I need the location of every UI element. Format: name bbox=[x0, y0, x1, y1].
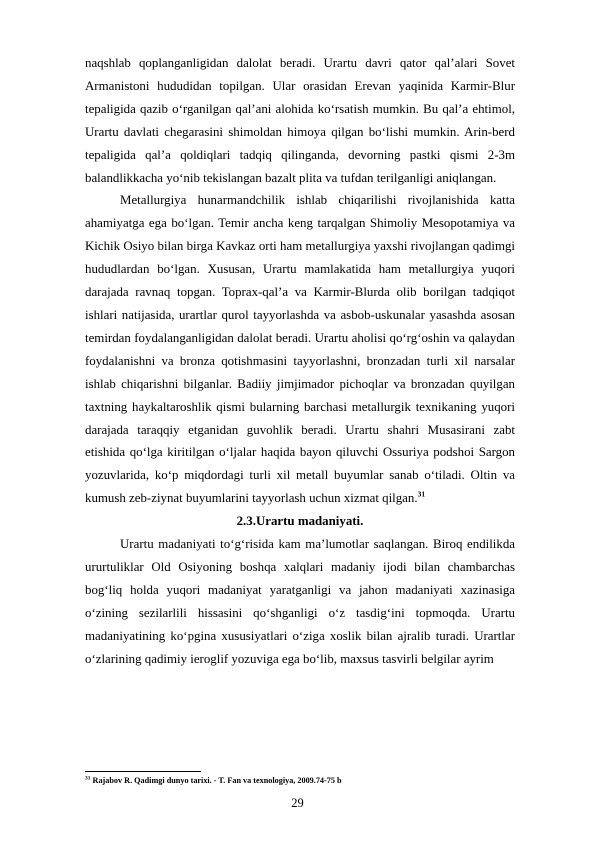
page-number: 29 bbox=[291, 796, 304, 810]
footnote bbox=[85, 775, 515, 786]
footnote-text: Rajabov R. Qadimgi dunyo tarixi. - T. Fan va texnologiya, 2009.74-75 b bbox=[92, 776, 342, 785]
paragraph-metallurgy-text: Metallurgiya hunarmandchilik ishlab chiqarilishi rivojlanishida katta ahamiyatga ega bo‘lgan. Temir ancha keng tarqalgan Shimoliy Mesopotamiya va Kichik Osiyo bilan birga Kavkaz orti ham metallurgiya yaxshi rivojlangan qadimgi hududlardan bo‘lgan. Xususan, Urartu mamlakatida ham metallurgiya yuqori darajada ravnaq topgan. Toprax-qal’a va Karmir-Blurda olib borilgan tadqiqot ishlari natijasida, urartlar qurol tayyorlashda va asbob-uskunalar yasashda asosan temirdan foydalanganligidan dalolat beradi. Urartu aholisi qo‘rg‘oshin va qalaydan foydalanishni va bronza qotishmasini tayyorlashni, bronzadan turli xil narsalar ishlab chiqarishni bilganlar. Badiiy jimjimador pichoqlar va bronzadan quyilgan taxtning haykaltaroshlik qismi bularning barchasi metallurgik texnikaning yuqori darajada taraqqiy etganidan guvohlik beradi. Urartu shahri Musasirani zabt etishida qo‘lga kiritilgan o‘ljalar haqida bayon qiluvchi Ossuriya podshoi Sargon yozuvlarida, ko‘p miqdordagi turli xil metall buyumlar sanab o‘tiladi. Oltin va kumush zeb-ziynat buyumlarini tayyorlash uchun xizmat qilgan. bbox=[85, 193, 515, 506]
section-heading: 2.3.Urartu madaniyati. bbox=[236, 514, 364, 529]
footnote-reference[interactable]: 31 bbox=[417, 489, 426, 499]
paragraph-fortresses: naqshlab qoplanganligidan dalolat beradi. Urartu davri qator qal’alari Sovet Armanistoni hududidan topilgan. Ular orasidan Erevan yaqinida Karmir-Blur tepaligida qazib o‘rganilgan qal’ani alohida ko‘rsatish mumkin. Bu qal’a ehtimol, Urartu davlati chegarasini shimoldan himoya qilgan bo‘lishi mumkin. Arin-berd tepaligida qal’a qoldiqlari tadqiq qilinganda, devorning pastki qismi 2-3m balandlikkacha yo‘nib tekislangan bazalt plita va tufdan terilganligi aniqlangan. bbox=[85, 56, 515, 185]
footnote-number: 31 bbox=[85, 775, 91, 782]
footnote-divider bbox=[85, 771, 201, 772]
paragraph-metallurgy bbox=[85, 189, 515, 510]
paragraph-culture: Urartu madaniyati to‘g‘risida kam ma’lumotlar saqlangan. Biroq endilikda ururtuliklar Old Osiyoning boshqa xalqlari madaniy ijodi bilan chambarchas bog‘liq holda yuqori madaniyat yaratganligi va jahon madaniyati xazinasiga o‘zining sezilarlili hissasini qo‘shganligi o‘z tasdig‘ini topmoqda. Urartu madaniyatining ko‘pgina xususiyatlari o‘ziga xoslik bilan ajralib turadi. Urartlar o‘zlarining qadimiy ieroglif yozuviga ega bo‘lib, maxsus tasvirli belgilar ayrim bbox=[85, 537, 515, 666]
page-body bbox=[85, 52, 515, 670]
